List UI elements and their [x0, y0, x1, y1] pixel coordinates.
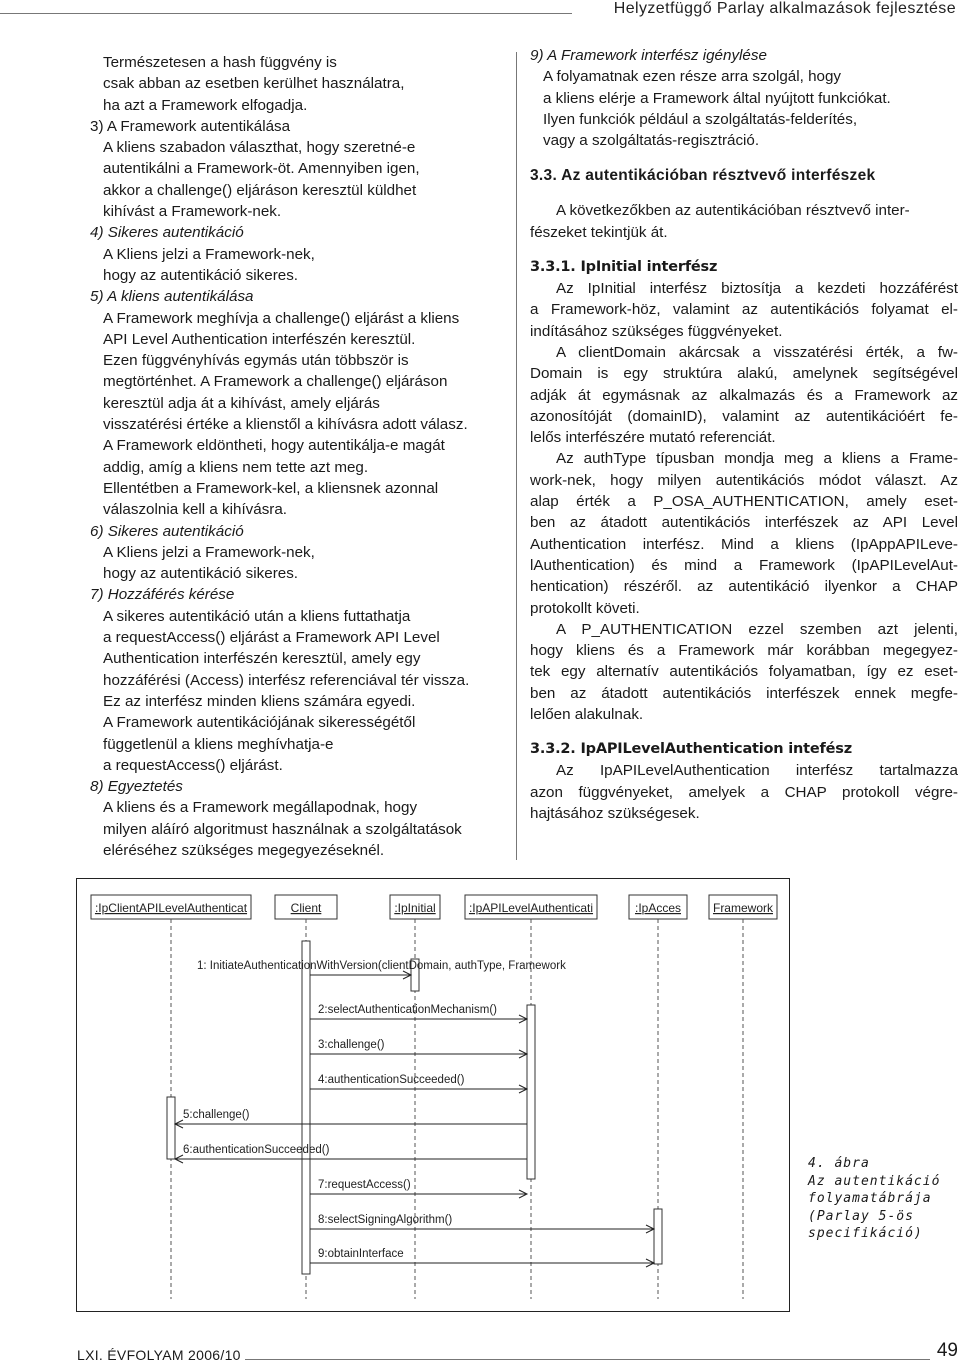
- caption-line: Az autentikáció: [808, 1173, 941, 1189]
- body-line: azonosítóját (domainID), valamint az autentikációért fe-: [530, 407, 958, 425]
- body-line: Természetesen a hash függvény is: [103, 54, 337, 71]
- body-line: eléréséhez szükséges megegyezéseknél.: [103, 841, 385, 859]
- spacer: [530, 151, 958, 165]
- body-line: azon függvényeket, amelyek a CHAP protokoll végre-: [530, 783, 958, 801]
- body-line: addig, amíg a kliens nem tette azt meg.: [103, 458, 369, 476]
- body-line: hogy az autentikáció sikeres.: [103, 266, 299, 284]
- header-rule: [0, 13, 572, 14]
- body-line: hogy az autentikáció sikeres.: [103, 565, 299, 583]
- body-line: A következőkben az autentikációban résztvevő inter-: [556, 202, 910, 220]
- body-line: csak abban az esetben kerülhet használatra,: [103, 75, 405, 93]
- subsection-heading: 3.3.2. IpAPILevelAuthentication intefész: [530, 741, 852, 758]
- body-line: hajtásához szükségesek.: [530, 804, 700, 822]
- body-line: függetlenül a kliens meghívhatja-e: [103, 735, 334, 753]
- list-heading: 7) Hozzáférés kérése: [90, 586, 235, 604]
- body-line: Authentication interfészén keresztül, amely egy: [103, 650, 421, 668]
- message-label: 2:selectAuthenticationMechanism(): [318, 1004, 497, 1016]
- activation-bar: [654, 1209, 662, 1264]
- footer-volume: LXI. ÉVFOLYAM 2006/10: [77, 1347, 241, 1363]
- body-line: hentication) részéről. az autentikáció ilyenkor a CHAP: [530, 578, 958, 596]
- body-line: A Framework meghívja a challenge() eljárást a kliens: [103, 309, 460, 327]
- body-line: A Framework autentikációjának sikerességétől: [103, 714, 416, 732]
- body-line: megtörténhet. A Framework a challenge() eljáráson: [103, 373, 448, 391]
- body-line: hogy kliens és a Framework már korábban megegyez-: [530, 642, 958, 660]
- body-line: keresztül adja át a kihívást, amely eljárás: [103, 394, 380, 412]
- body-line: a requestAccess() eljárást a Framework API Level: [103, 629, 440, 647]
- body-line: A Framework eldöntheti, hogy autentikálja-e magát: [103, 437, 445, 455]
- page-number: 49: [936, 1340, 958, 1361]
- body-line: indításához szükséges függvényeket.: [530, 322, 783, 340]
- body-line: lelős interfészére mutató referenciát.: [530, 429, 776, 447]
- message-label: 4:authenticationSucceeded(): [318, 1074, 465, 1086]
- list-heading: 9) A Framework interfész igénylése: [530, 47, 767, 64]
- body-line: ha azt a Framework elfogadja.: [103, 96, 308, 114]
- body-line: A kliens szabadon választhat, hogy szeretné-e: [103, 139, 416, 157]
- caption-line: (Parlay 5-ös: [808, 1208, 914, 1224]
- body-line: 3) A Framework autentikálása: [90, 117, 291, 135]
- message-label: 9:obtainInterface: [318, 1248, 404, 1260]
- left-column: [90, 52, 508, 861]
- lifeline-label: :IpAcces: [634, 901, 682, 915]
- body-line: milyen aláíró algoritmust használnak a szolgáltatások: [103, 820, 462, 838]
- lifeline-label: :IpAPILevelAuthenticati: [468, 901, 594, 915]
- body-line: ben az átadott autentikációs interfészek az API Level: [530, 514, 958, 532]
- spacer: [530, 186, 958, 200]
- body-line: tek egy alternatív autentikációs folyamatban, így ez eset-: [530, 663, 958, 681]
- list-heading: 5) A kliens autentikálása: [90, 288, 254, 306]
- body-line: Az authType típusban mondja meg a kliens a Frame-: [556, 450, 958, 468]
- body-line: Ilyen funkciók például a szolgáltatás-felderítés,: [543, 110, 858, 128]
- sequence-diagram: [77, 879, 789, 1311]
- column-divider: [516, 52, 517, 860]
- message-label: 6:authenticationSucceeded(): [183, 1144, 330, 1156]
- body-line: kihívást a Framework-nek.: [103, 203, 282, 221]
- footer-rule: [245, 1359, 930, 1360]
- figure-caption: [808, 1155, 948, 1243]
- body-line: Domain is egy struktúra alakú, amelynek segítségével: [530, 365, 958, 383]
- spacer: [530, 725, 958, 739]
- activation-bar: [302, 941, 310, 1274]
- subsection-heading: 3.3.1. IpInitial interfész: [530, 259, 718, 276]
- spacer: [530, 243, 958, 257]
- body-line: a requestAccess() eljárást.: [103, 756, 283, 774]
- caption-line: specifikáció): [808, 1226, 923, 1241]
- body-line: Ellentétben a Framework-kel, a kliensnek azonnal: [103, 479, 439, 497]
- body-line: A Kliens jelzi a Framework-nek,: [103, 245, 315, 263]
- body-line: A Kliens jelzi a Framework-nek,: [103, 543, 315, 561]
- lifeline-label: :IpInitial: [394, 901, 436, 915]
- body-line: A clientDomain akárcsak a visszatérési érték, a fw-: [556, 343, 958, 361]
- message-label: 1: InitiateAuthenticationWithVersion(clientDomain, authType, Framework: [197, 960, 566, 972]
- right-column: [530, 45, 958, 824]
- lifeline-label: Framework: [712, 901, 774, 915]
- body-line: API Level Authentication interfészén keresztül.: [103, 330, 416, 348]
- lifeline-label: Client: [290, 901, 322, 915]
- caption-line: 4. ábra: [808, 1156, 870, 1171]
- message-label: 8:selectSigningAlgorithm(): [318, 1214, 453, 1226]
- body-line: Az IpInitial interfész biztosítja a kezdeti hozzáférést: [556, 280, 958, 298]
- body-line: Authentication interfész. Mind a kliens (IpAppAPILeve-: [530, 535, 958, 553]
- section-heading: 3.3. Az autentikációban résztvevő interfészek: [530, 167, 876, 185]
- body-line: lelően alakulnak.: [530, 706, 644, 724]
- message-label: 5:challenge(): [183, 1109, 250, 1121]
- body-line: A kliens és a Framework megállapodnak, hogy: [103, 799, 418, 817]
- body-line: ben az átadott autentikációs interfészek ennek megfe-: [530, 684, 958, 702]
- list-heading: 4) Sikeres autentikáció: [90, 224, 244, 242]
- activation-bar: [527, 1005, 535, 1179]
- body-line: a kliens elérje a Framework által nyújtott funkciókat.: [543, 89, 891, 107]
- lifeline-label: :IpClientAPILevelAuthenticat: [94, 901, 248, 915]
- body-line: Ezen függvényhívás egymás után többször is: [103, 352, 409, 370]
- body-line: alap érték a P_OSA_AUTHENTICATION, amely eset-: [530, 493, 958, 511]
- body-line: akkor a challenge() eljáráson keresztül küldhet: [103, 181, 417, 199]
- body-line: Az IpAPILevelAuthentication interfész tartalmazza: [556, 762, 958, 780]
- body-line: a Framework-höz, valamint az autentikációs folyamat el-: [530, 301, 958, 319]
- message-label: 7:requestAccess(): [318, 1179, 411, 1191]
- body-line: vagy a szolgáltatás-regisztráció.: [543, 132, 760, 150]
- activation-bar: [167, 1097, 175, 1159]
- body-line: lAuthentication) és mind a Framework (IpAPILevelAut-: [530, 556, 958, 574]
- body-line: visszatérési értéke a klienstől a kihívásra adott válasz.: [103, 416, 468, 434]
- body-line: hozzáférési (Access) interfész referenciával tér vissza.: [103, 671, 470, 689]
- body-line: A sikeres autentikáció után a kliens futtathatja: [103, 607, 411, 625]
- caption-line: folyamatábrája: [808, 1191, 932, 1206]
- body-line: fészeket tekintjük át.: [530, 223, 668, 241]
- body-line: A P_AUTHENTICATION ezzel szemben azt jelenti,: [556, 620, 958, 638]
- body-line: autentikálni a Framework-öt. Amennyiben igen,: [103, 160, 420, 178]
- body-line: protokollt követi.: [530, 599, 640, 617]
- sequence-diagram-figure: [76, 878, 790, 1312]
- body-line: válaszolnia kell a kihívásra.: [103, 501, 288, 519]
- message-label: 3:challenge(): [318, 1039, 385, 1051]
- running-header: Helyzetfüggő Parlay alkalmazások fejlesztése: [613, 0, 956, 17]
- list-heading: 6) Sikeres autentikáció: [90, 522, 244, 540]
- body-line: adják át egymásnak az alkalmazás és a Framework az: [530, 386, 958, 404]
- body-line: A folyamatnak ezen része arra szolgál, hogy: [543, 68, 842, 86]
- list-heading: 8) Egyeztetés: [90, 778, 183, 796]
- body-line: work-nek, hogy milyen autentikációs módot választ. Az: [530, 471, 958, 489]
- body-line: Ez az interfész minden kliens számára egyedi.: [103, 692, 416, 710]
